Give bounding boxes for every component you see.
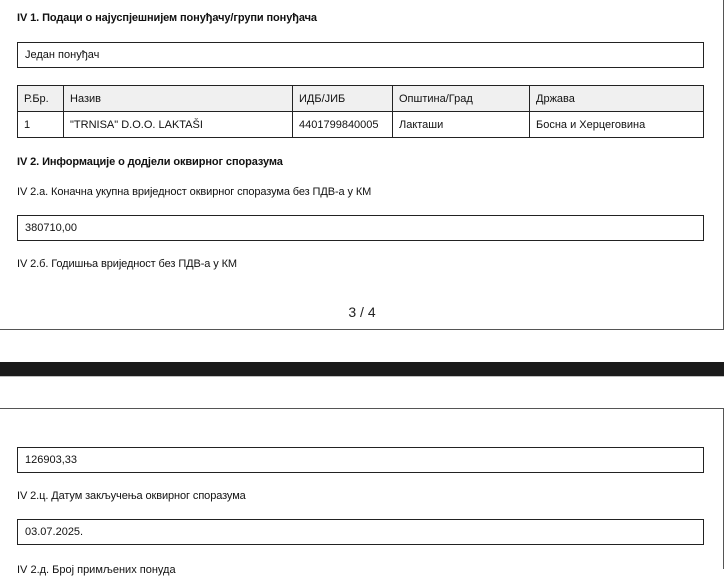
cell-name: "TRNISA" D.O.O. LAKTAŠI xyxy=(64,112,293,138)
iv2b-label: IV 2.б. Годишња вриједност без ПДВ-а у КМ xyxy=(17,258,237,270)
document-page-4 xyxy=(0,408,724,576)
table-row xyxy=(18,112,704,138)
page-separator-band xyxy=(0,362,724,376)
cell-number: 1 xyxy=(18,112,64,138)
bidder-table xyxy=(17,85,704,138)
iv2d-label-partial: IV 2.д. Број примљених понуда xyxy=(17,564,176,576)
table-header-row xyxy=(18,86,704,112)
page-number: 3 / 4 xyxy=(348,304,376,320)
iv2a-label: IV 2.а. Коначна укупна вриједност оквирног споразума без ПДВ-а у КМ xyxy=(17,186,372,198)
col-header-name: Назив xyxy=(64,86,293,112)
iv2c-label: IV 2.ц. Датум закључења оквирног споразума xyxy=(17,490,246,502)
section-iv2-title: IV 2. Информације о додјели оквирног споразума xyxy=(17,156,283,168)
col-header-municipality: Општина/Град xyxy=(393,86,530,112)
page-separator-line xyxy=(0,376,724,377)
bidder-type-field: Један понуђач xyxy=(17,42,704,68)
cell-country: Босна и Херцеговина xyxy=(530,112,704,138)
col-header-country: Држава xyxy=(530,86,704,112)
cell-municipality: Лакташи xyxy=(393,112,530,138)
col-header-number: Р.Бр. xyxy=(18,86,64,112)
iv2b-value-field: 126903,33 xyxy=(17,447,704,473)
iv2a-value-field: 380710,00 xyxy=(17,215,704,241)
section-iv1-title: IV 1. Подаци о најуспјешнијем понуђачу/групи понуђача xyxy=(17,12,317,24)
col-header-id: ИДБ/ЈИБ xyxy=(293,86,393,112)
cell-id: 4401799840005 xyxy=(293,112,393,138)
iv2c-value-field: 03.07.2025. xyxy=(17,519,704,545)
